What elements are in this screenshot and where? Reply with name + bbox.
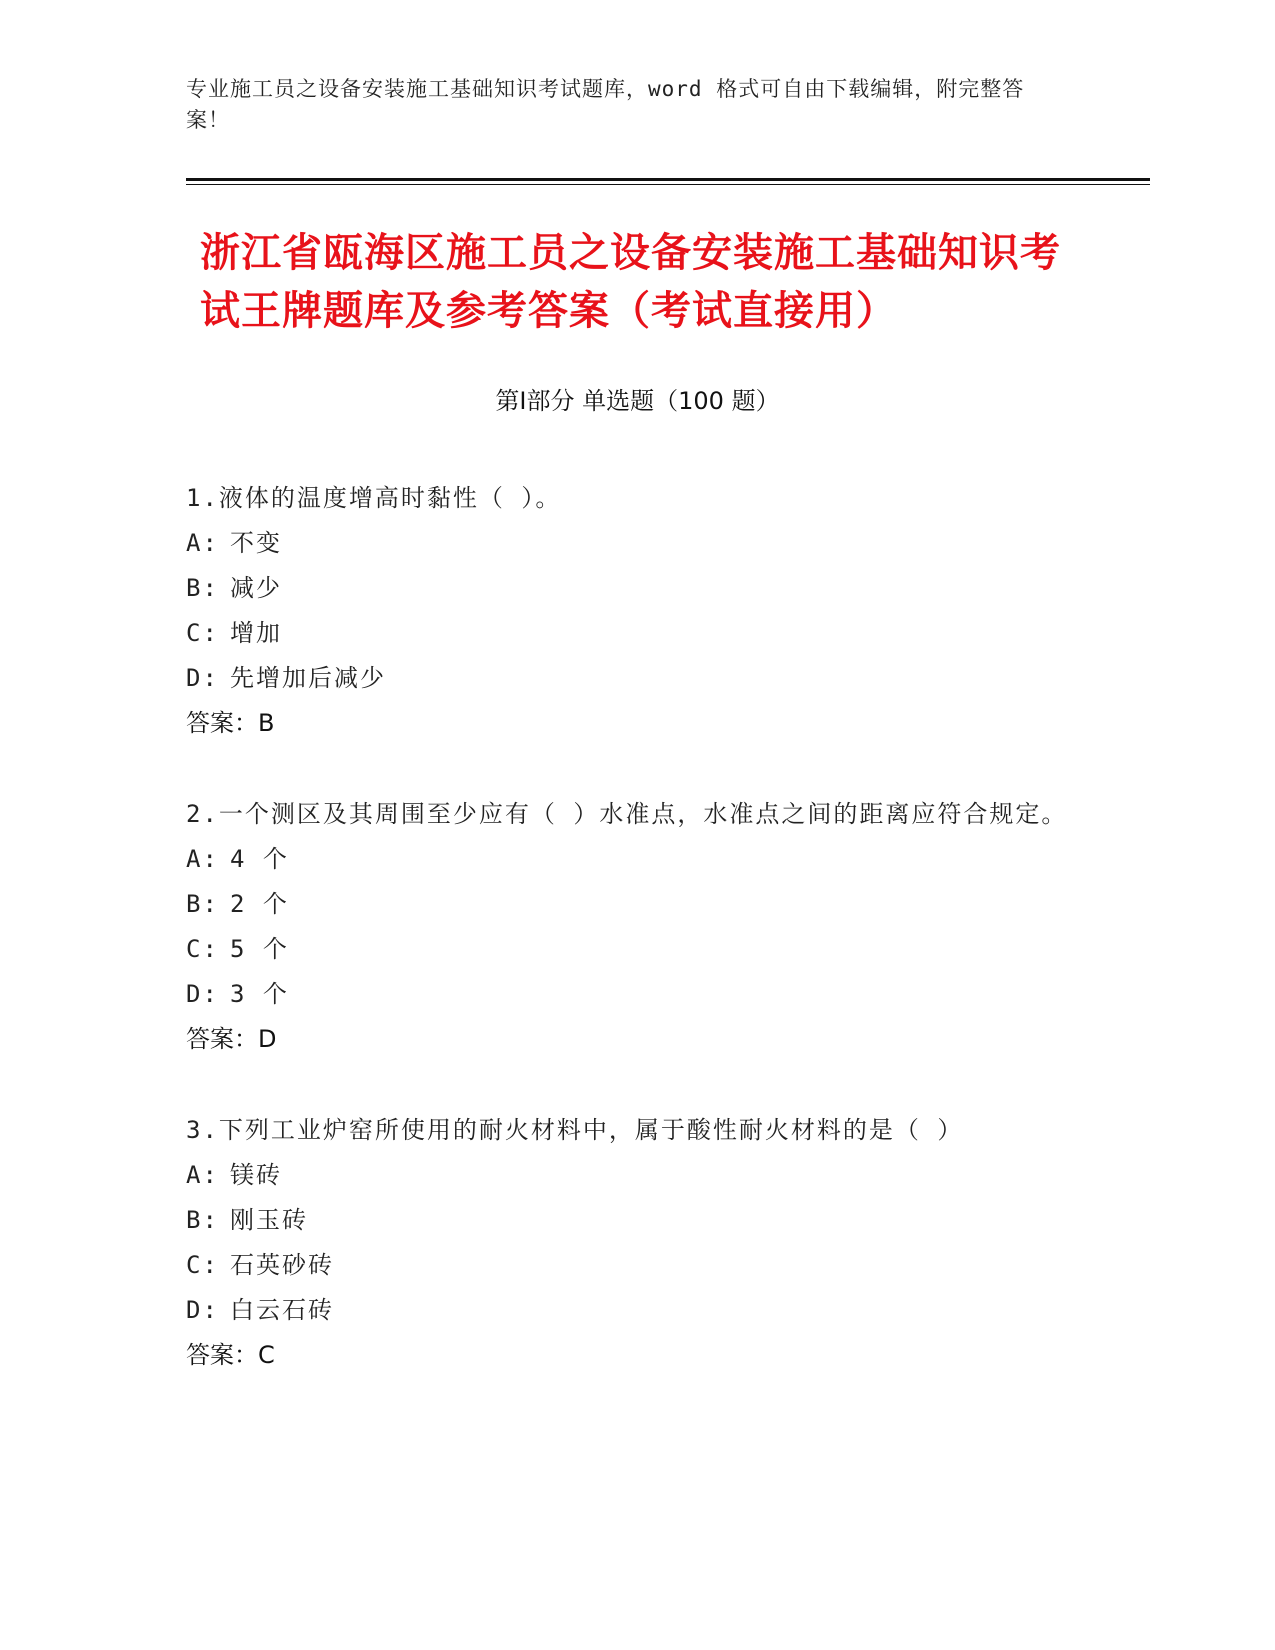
option-c: [186, 927, 1086, 972]
question-stem: 3.下列工业炉窑所使用的耐火材料中，属于酸性耐火材料的是（ ）: [186, 1116, 964, 1144]
option-letter: A:: [186, 845, 219, 873]
option-text: 2 个: [230, 890, 289, 918]
option-b: [186, 1198, 1086, 1243]
option-c: [186, 611, 1086, 656]
option-d: [186, 972, 1086, 1017]
option-a: [186, 1153, 1086, 1198]
question-1: [186, 476, 1086, 746]
question-stem: 1.液体的温度增高时黏性（ ）。: [186, 484, 562, 512]
option-text: 减少: [230, 574, 282, 602]
option-letter: C:: [186, 1251, 219, 1279]
option-letter: D:: [186, 1296, 219, 1324]
option-d: [186, 656, 1086, 701]
option-letter: D:: [186, 980, 219, 1008]
option-letter: A:: [186, 1161, 219, 1189]
option-text: 4 个: [230, 845, 289, 873]
question-list: [186, 476, 1086, 1424]
question-3: [186, 1108, 1086, 1378]
option-letter: C:: [186, 619, 219, 647]
question-2: [186, 792, 1086, 1062]
option-d: [186, 1288, 1086, 1333]
question-stem: 2.一个测区及其周围至少应有（ ）水准点，水准点之间的距离应符合规定。: [186, 800, 1068, 828]
answer: 答案：D: [186, 1025, 277, 1053]
option-c: [186, 1243, 1086, 1288]
header-divider-thin: [186, 184, 1150, 185]
option-b: [186, 882, 1086, 927]
option-text: 先增加后减少: [230, 664, 386, 692]
option-b: [186, 566, 1086, 611]
option-text: 增加: [230, 619, 282, 647]
option-text: 3 个: [230, 980, 289, 1008]
option-a: [186, 521, 1086, 566]
option-a: [186, 837, 1086, 882]
option-text: 不变: [230, 529, 282, 557]
option-letter: B:: [186, 574, 219, 602]
option-letter: C:: [186, 935, 219, 963]
document-title: 浙江省瓯海区施工员之设备安装施工基础知识考试王牌题库及参考答案（考试直接用）: [200, 230, 1061, 334]
option-text: 镁砖: [230, 1161, 282, 1189]
option-letter: A:: [186, 529, 219, 557]
section-title: 第Ⅰ部分 单选题（100 题）: [495, 387, 780, 415]
option-letter: B:: [186, 1206, 219, 1234]
option-text: 白云石砖: [230, 1296, 334, 1324]
option-letter: B:: [186, 890, 219, 918]
option-text: 石英砂砖: [230, 1251, 334, 1279]
option-letter: D:: [186, 664, 219, 692]
answer: 答案：B: [186, 709, 275, 737]
header-note: 专业施工员之设备安装施工基础知识考试题库，word 格式可自由下载编辑，附完整答案！: [186, 77, 1025, 132]
header-divider-thick: [186, 178, 1150, 181]
answer: 答案：C: [186, 1341, 275, 1369]
option-text: 5 个: [230, 935, 289, 963]
option-text: 刚玉砖: [230, 1206, 308, 1234]
